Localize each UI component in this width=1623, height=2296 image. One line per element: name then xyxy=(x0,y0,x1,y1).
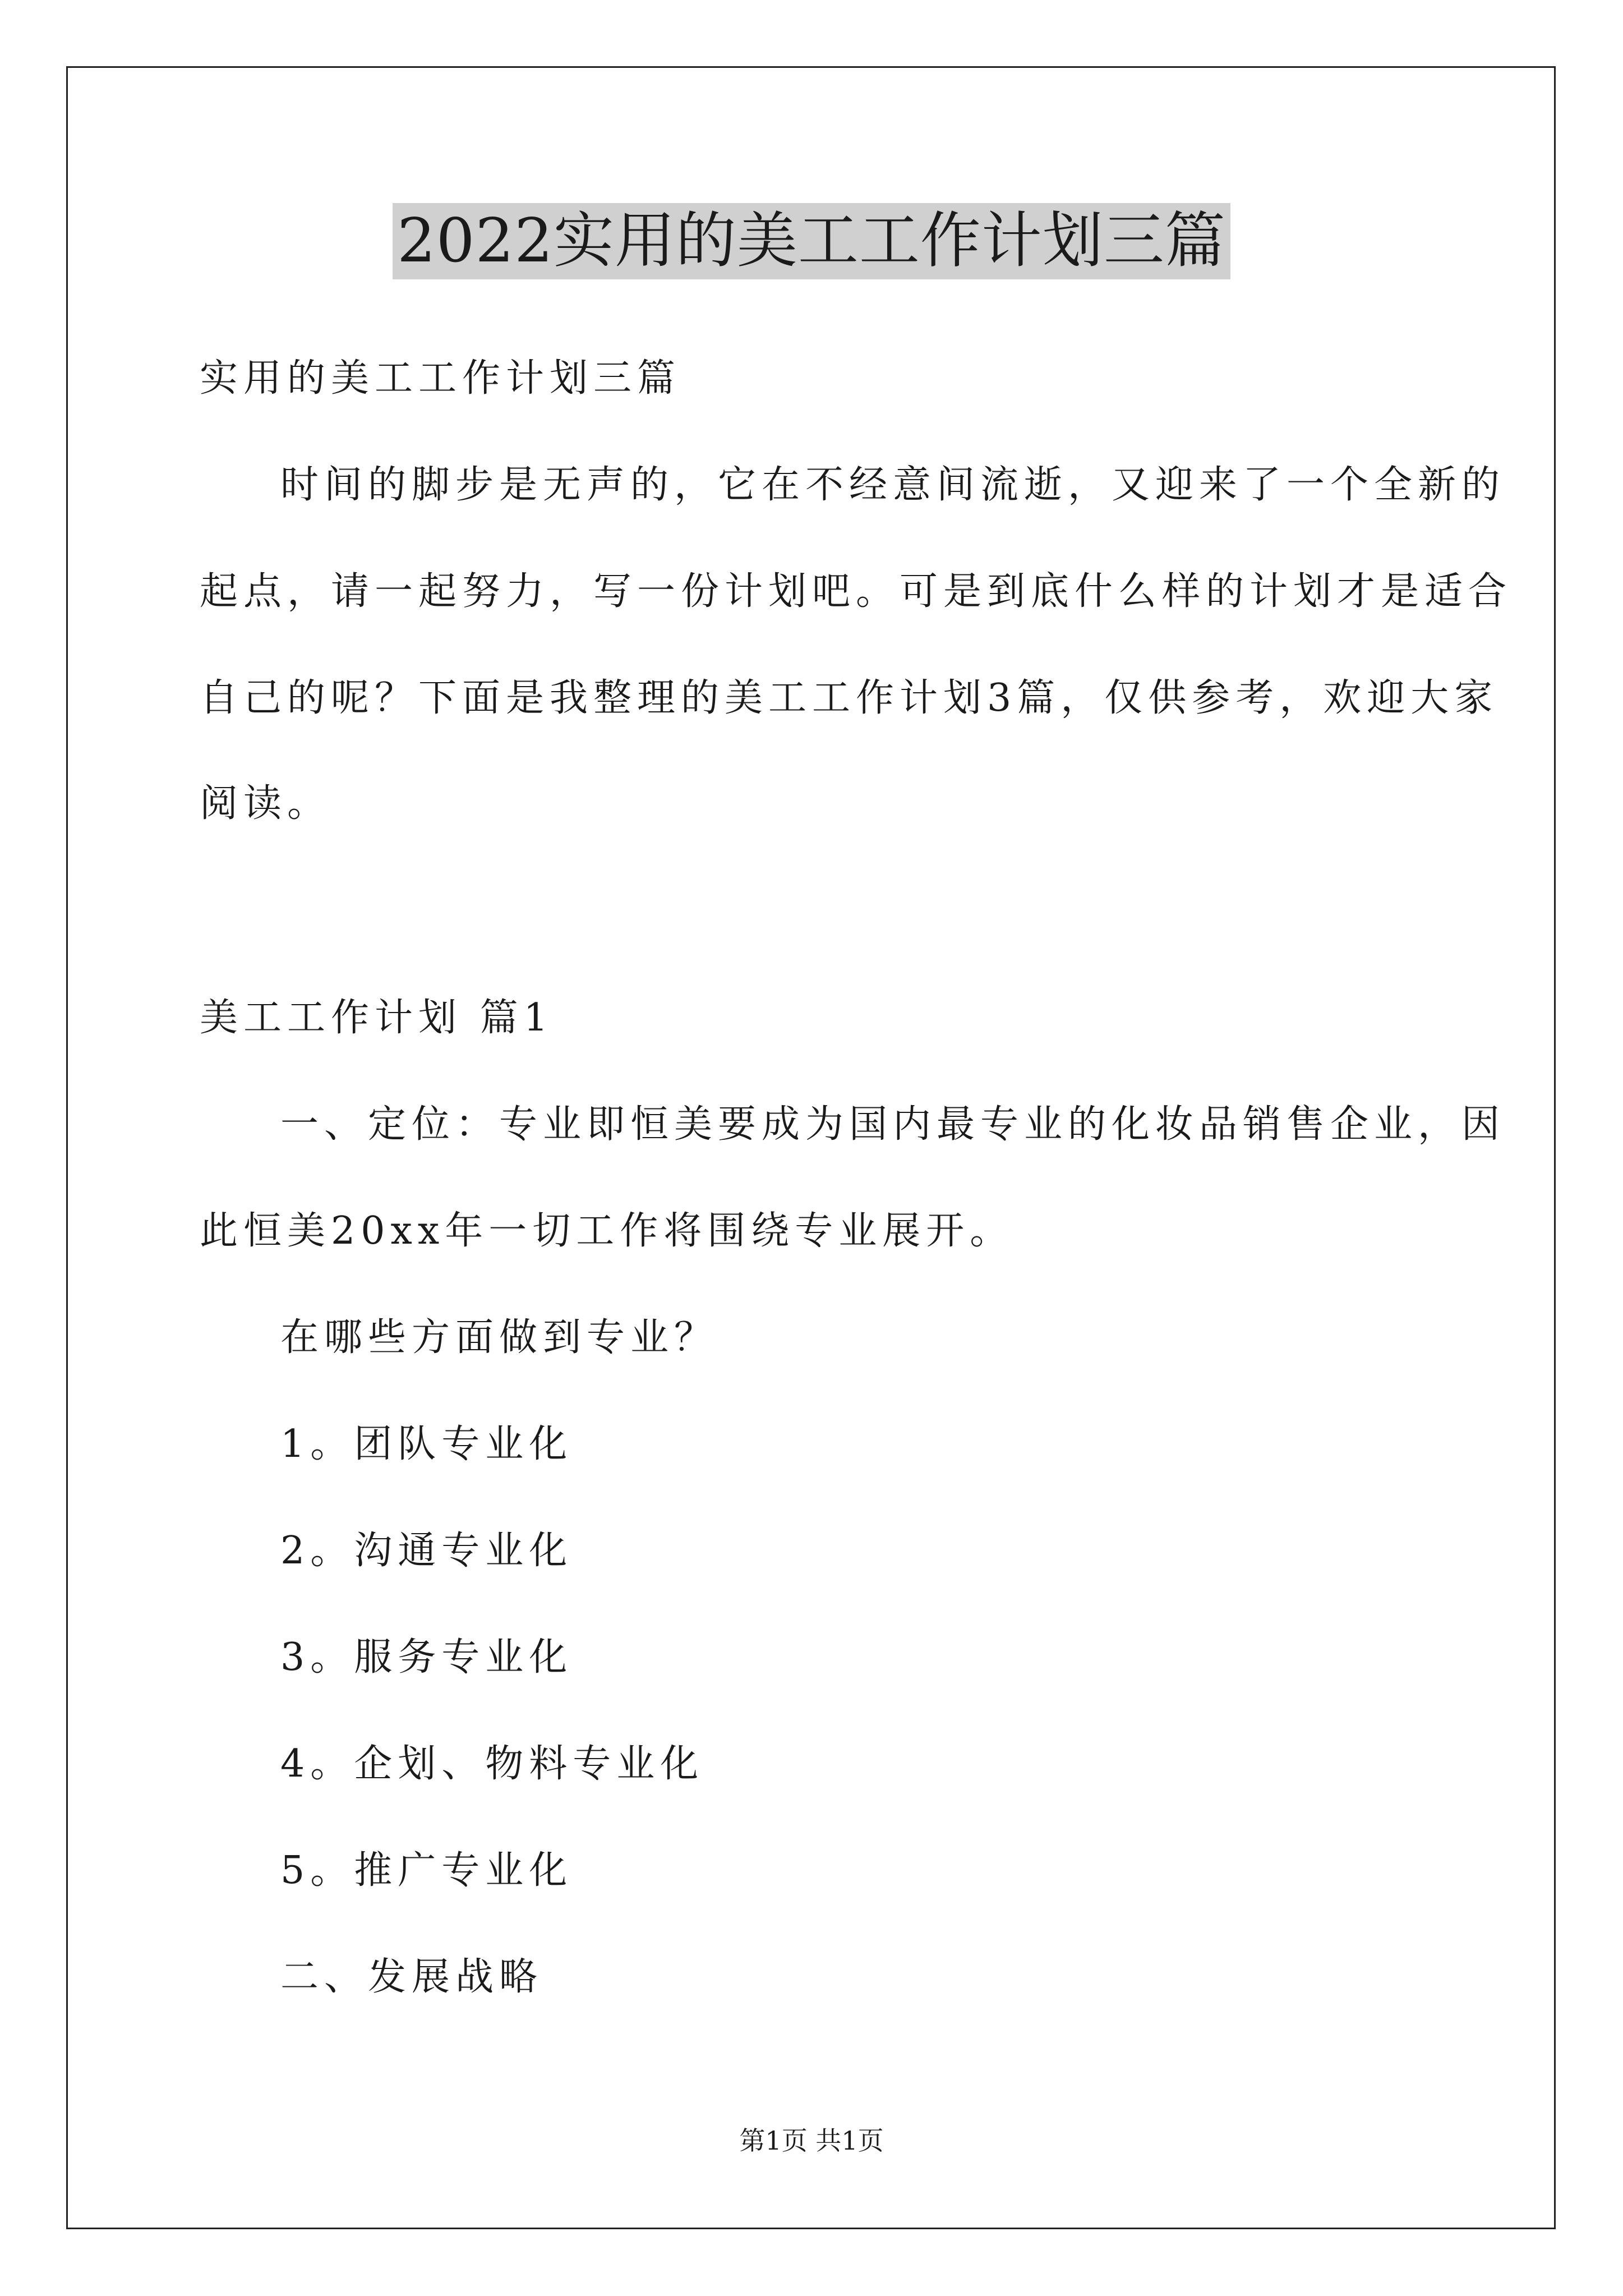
positioning-line-1: 一、定位：专业即恒美要成为国内最专业的化妆品销售企业，因 xyxy=(280,1102,1506,1147)
intro-line-2: 起点，请一起努力，写一份计划吧。可是到底什么样的计划才是适合 xyxy=(200,569,1513,614)
intro-line-4: 阅读。 xyxy=(200,781,331,826)
strategy-heading: 二、发展战略 xyxy=(280,1955,543,1999)
document-title: 2022实用的美工工作计划三篇 xyxy=(393,203,1230,279)
subtitle: 实用的美工工作计划三篇 xyxy=(200,356,681,401)
list-item: 4。企划、物料专业化 xyxy=(280,1742,704,1786)
list-item: 5。推广专业化 xyxy=(280,1848,573,1893)
question-line: 在哪些方面做到专业？ xyxy=(280,1315,718,1360)
section-heading: 美工工作计划 篇1 xyxy=(200,996,554,1040)
list-item: 1。团队专业化 xyxy=(280,1422,573,1466)
page-footer: 第1页 共1页 xyxy=(739,2125,884,2156)
list-item: 3。服务专业化 xyxy=(280,1635,573,1680)
list-item: 2。沟通专业化 xyxy=(280,1529,573,1573)
intro-line-3: 自己的呢？下面是我整理的美工工作计划3篇，仅供参考，欢迎大家 xyxy=(200,676,1498,720)
positioning-line-2: 此恒美20xx年一切工作将围绕专业展开。 xyxy=(200,1209,1014,1253)
intro-line-1: 时间的脚步是无声的，它在不经意间流逝，又迎来了一个全新的 xyxy=(280,463,1506,507)
